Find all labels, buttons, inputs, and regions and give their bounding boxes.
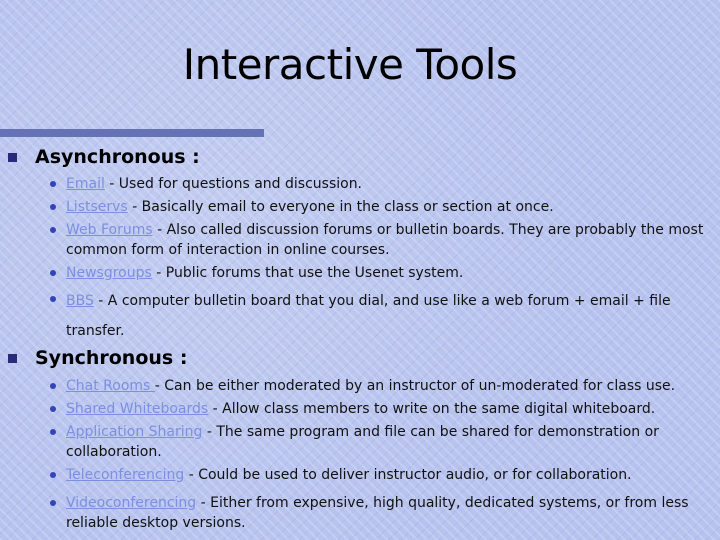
bullet-icon — [50, 296, 56, 302]
videoconferencing-link[interactable]: Videoconferencing — [66, 495, 197, 511]
teleconferencing-link[interactable]: Teleconferencing — [66, 467, 185, 483]
item-description: - Used for questions and discussion. — [104, 176, 363, 192]
bullet-icon — [50, 406, 56, 412]
bullet-icon — [50, 270, 56, 276]
list-item — [45, 174, 705, 194]
item-description: - Public forums that use the Usenet system. — [151, 265, 464, 281]
email-link[interactable]: Email — [66, 176, 105, 192]
list-item — [45, 197, 705, 217]
item-description: - Allow class members to write on the same digital whiteboard. — [208, 401, 656, 417]
list-item — [45, 376, 705, 396]
list-item — [45, 263, 705, 283]
bullet-icon — [50, 181, 56, 187]
item-description: - Also called discussion forums or bulletin boards. They are probably the most common form of interaction in online courses. — [66, 222, 704, 258]
section-heading-synchronous: Synchronous : — [35, 347, 188, 369]
list-item — [45, 493, 705, 533]
item-description: - Basically email to everyone in the class or section at once. — [127, 199, 554, 215]
list-item — [45, 220, 705, 260]
title-divider — [0, 129, 264, 137]
item-description: - A computer bulletin board that you dial, and use like a web forum + email + file transfer. — [66, 293, 671, 339]
item-description: - Could be used to deliver instructor audio, or for collaboration. — [184, 467, 632, 483]
section-heading-asynchronous: Asynchronous : — [35, 146, 200, 168]
list-item — [45, 286, 705, 346]
synchronous-list — [45, 376, 705, 533]
list-item — [45, 465, 705, 485]
slide-title: Interactive Tools — [182, 40, 518, 89]
bullet-icon — [50, 429, 56, 435]
listservs-link[interactable]: Listservs — [66, 199, 128, 215]
bbs-link[interactable]: BBS — [66, 293, 94, 309]
newsgroups-link[interactable]: Newsgroups — [66, 265, 152, 281]
bullet-icon — [50, 472, 56, 478]
item-description: - Can be either moderated by an instructor of un-moderated for class use. — [154, 378, 676, 394]
web-forums-link[interactable]: Web Forums — [66, 222, 153, 238]
section-bullet-icon — [8, 153, 17, 162]
shared-whiteboards-link[interactable]: Shared Whiteboards — [66, 401, 209, 417]
item-description: - Either from expensive, high quality, dedicated systems, or from less reliable desktop versions. — [66, 495, 689, 531]
asynchronous-list — [45, 174, 705, 346]
bullet-icon — [50, 500, 56, 506]
bullet-icon — [50, 383, 56, 389]
bullet-icon — [50, 204, 56, 210]
application-sharing-link[interactable]: Application Sharing — [66, 424, 203, 440]
chat-rooms-link[interactable]: Chat Rooms — [66, 378, 155, 394]
list-item — [45, 422, 705, 462]
bullet-icon — [50, 227, 56, 233]
section-bullet-icon — [8, 354, 17, 363]
item-description: - The same program and file can be shared for demonstration or collaboration. — [66, 424, 659, 460]
list-item — [45, 399, 705, 419]
